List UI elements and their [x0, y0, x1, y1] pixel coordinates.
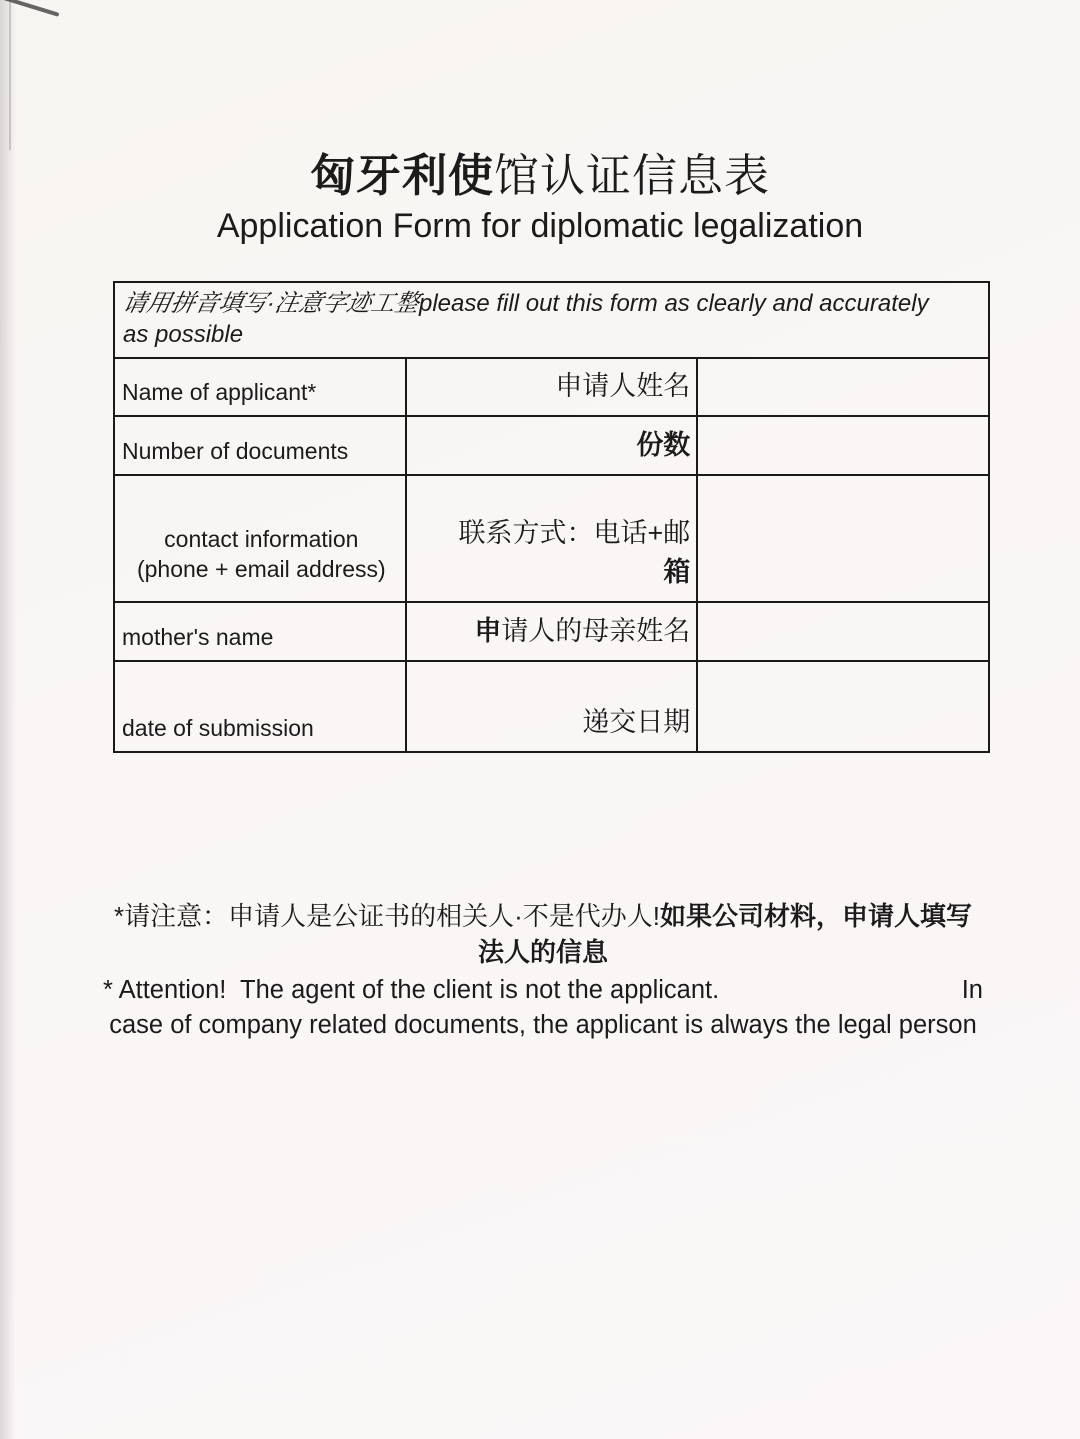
instruction-cell	[114, 282, 989, 357]
label-zh-number-of-documents: 份数	[406, 416, 698, 475]
label-zh-mothers-name-rest: 请人的母亲姓名	[501, 616, 691, 647]
label-zh-mothers-name-bold-part: 申	[474, 616, 502, 647]
table-row-number-of-documents	[114, 416, 989, 475]
instruction-row	[114, 282, 989, 357]
value-cell-contact-information	[697, 475, 989, 602]
label-en-mothers-name: mother's name	[114, 602, 406, 661]
footnote-zh-line2: 法人的信息	[477, 937, 608, 968]
value-cell-date-of-submission	[697, 661, 989, 752]
form-title-zh-regular-part: 馆认证信息表	[494, 150, 771, 201]
footnote-zh-bold: 如果公司材料，申请人填写	[660, 900, 973, 931]
footnote-zh-line1	[103, 901, 983, 933]
label-en-contact-line2: (phone + email address)	[136, 555, 386, 582]
label-en-contact-information	[114, 475, 406, 602]
table-row-contact-information	[114, 475, 989, 602]
footnote-en-line1	[103, 975, 983, 1006]
form-title-zh-bold-part: 匈牙利使	[309, 150, 494, 201]
table-row-name-of-applicant	[114, 358, 989, 416]
label-en-date-of-submission: date of submission	[114, 661, 406, 752]
scan-corner-artifact	[3, 0, 60, 17]
value-cell-mothers-name	[697, 602, 989, 661]
label-zh-contact-line1: 联系方式：电话+邮	[458, 518, 691, 549]
form-title-zh	[0, 150, 1080, 202]
label-en-name-of-applicant: Name of applicant*	[114, 358, 406, 416]
form-title-en: Application Form for diplomatic legalization	[216, 206, 864, 245]
footnote-en-line1-end: In	[961, 975, 983, 1004]
value-cell-name-of-applicant	[697, 358, 989, 416]
label-zh-contact-line2: 箱	[663, 557, 691, 588]
instruction-text-zh: 请用拼音填写·注意字迹工整	[120, 290, 422, 318]
application-form-table	[113, 281, 990, 752]
label-zh-name-of-applicant: 申请人姓名	[406, 358, 698, 416]
label-en-contact-line1: contact information	[164, 525, 359, 552]
footnote-zh-regular: *请注意：申请人是公证书的相关人·不是代办人!	[113, 900, 660, 931]
footnote-en-line2: case of company related documents, the applicant is always the legal person	[109, 1011, 977, 1040]
scan-crease-artifact	[9, 0, 11, 150]
label-zh-date-of-submission: 递交日期	[406, 661, 698, 752]
label-zh-mothers-name	[406, 602, 698, 661]
label-en-number-of-documents: Number of documents	[114, 416, 406, 475]
label-zh-contact-information	[406, 475, 698, 602]
table-row-mothers-name	[114, 602, 989, 661]
instruction-text-en: please fill out this form as clearly and accurately as possible	[123, 290, 929, 349]
value-cell-number-of-documents	[697, 416, 989, 475]
footnote-en-attention: * Attention! The agent of the client is not the applicant.	[103, 975, 720, 1004]
table-row-date-of-submission	[114, 661, 989, 752]
footnote-block	[103, 901, 983, 1042]
